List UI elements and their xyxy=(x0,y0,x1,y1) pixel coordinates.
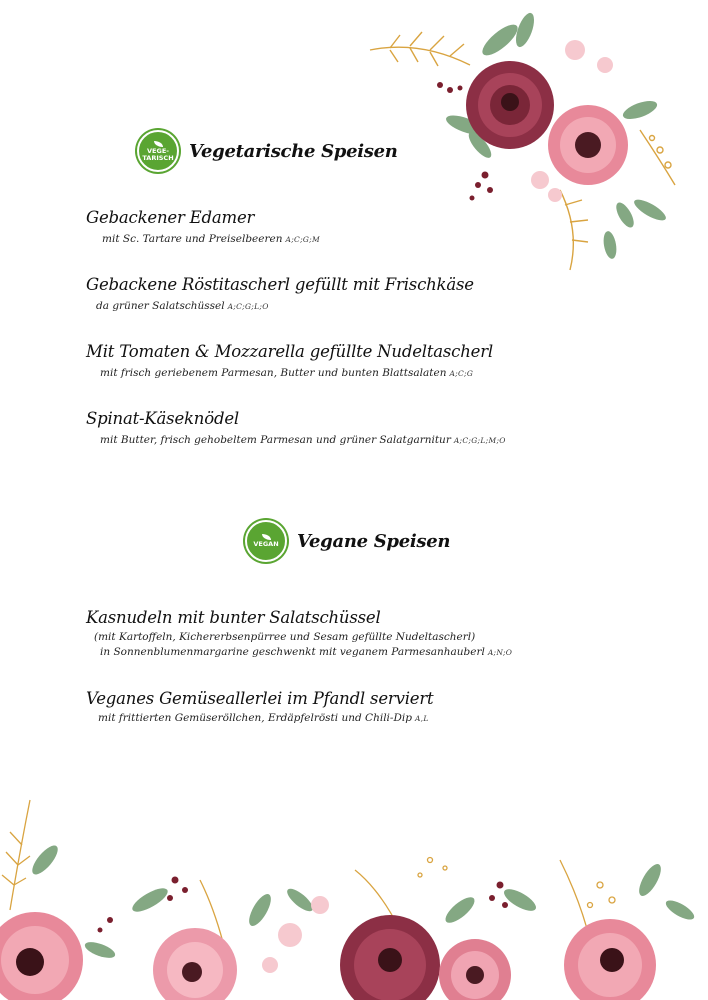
menu-item-name: Gebackener Edamer xyxy=(86,208,255,227)
menu-item xyxy=(86,689,433,724)
section-header-vegan xyxy=(245,520,450,562)
allergen-codes: A;C;G xyxy=(449,369,474,378)
menu-item-description: in Sonnenblumenmargarine geschwenkt mit veganem Parmesanhauberl A;N;O xyxy=(100,646,513,658)
floral-border-bottom xyxy=(0,790,708,1000)
menu-item-description: mit frittierten Gemüseröllchen, Erdäpfelrösti und Chili-Dip A,L xyxy=(98,712,429,724)
menu-item-name: Veganes Gemüseallerlei im Pfandl serviert xyxy=(86,689,434,708)
menu-item-name: Gebackene Röstitascherl gefüllt mit Frischkäse xyxy=(86,275,474,294)
allergen-codes: A;C;G;M xyxy=(285,235,320,244)
menu-item xyxy=(86,608,512,658)
section-header-vegetarian xyxy=(137,130,398,172)
menu-item-name: Mit Tomaten & Mozzarella gefüllte Nudeltascherl xyxy=(86,342,493,361)
vegetarian-badge-icon: VEGE- TARISCH xyxy=(137,130,179,172)
menu-item xyxy=(86,208,320,245)
menu-item xyxy=(86,342,493,379)
floral-bouquet-top-right xyxy=(360,10,700,280)
section-title-vegetarian: Vegetarische Speisen xyxy=(189,140,398,162)
allergen-codes: A,L xyxy=(414,714,429,723)
menu-item-description: (mit Kartoffeln, Kichererbsenpürree und Sesam gefüllte Nudeltascherl) xyxy=(94,631,476,643)
menu-item-name: Spinat-Käseknödel xyxy=(86,409,239,428)
menu-item-description: mit Butter, frisch gehobeltem Parmesan und grüner Salatgarnitur A;C;G;L;M;O xyxy=(100,434,506,446)
menu-item-description: mit Sc. Tartare und Preiselbeeren A;C;G;M xyxy=(102,233,320,245)
allergen-codes: A;C;G;L;M;O xyxy=(453,436,506,445)
menu-item-description: da grüner Salatschüssel A;C;G;L;O xyxy=(96,300,269,312)
menu-item-description: mit frisch geriebenem Parmesan, Butter und bunten Blattsalaten A;C;G xyxy=(100,367,474,379)
menu-item-name: Kasnudeln mit bunter Salatschüssel xyxy=(86,608,381,627)
allergen-codes: A;N;O xyxy=(487,648,513,657)
menu-item xyxy=(86,275,474,312)
allergen-codes: A;C;G;L;O xyxy=(227,302,269,311)
section-title-vegan: Vegane Speisen xyxy=(297,530,451,552)
vegan-badge-icon: VEGAN xyxy=(245,520,287,562)
menu-item xyxy=(86,409,506,446)
